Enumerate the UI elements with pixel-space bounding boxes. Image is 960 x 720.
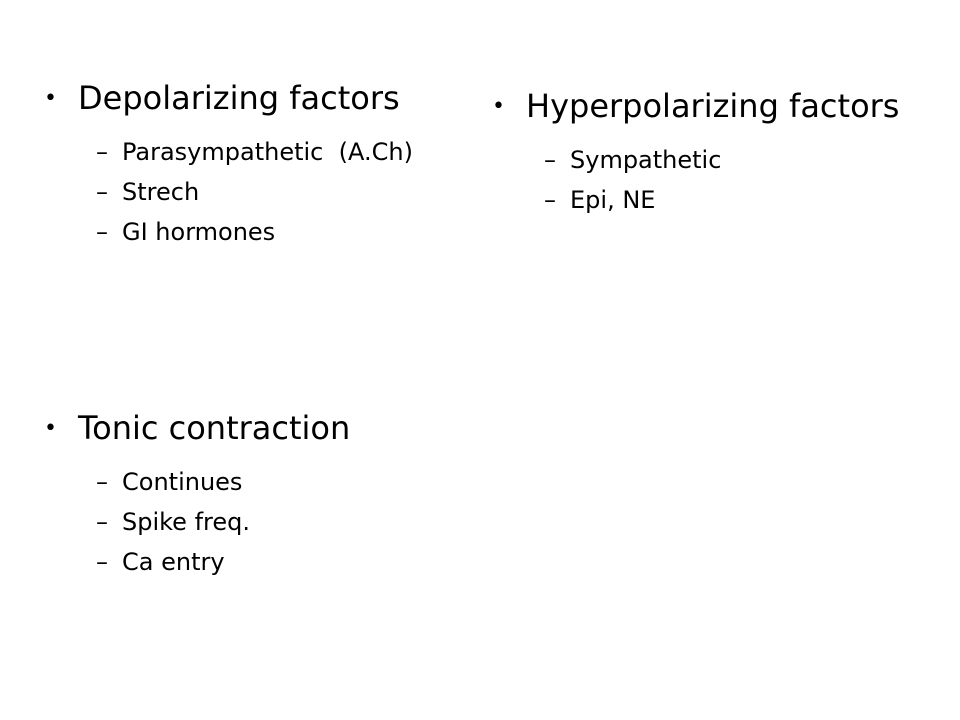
sub-item-text: Spike freq. [122,508,250,536]
sub-item [544,140,899,180]
dash-icon: – [544,146,556,174]
depolarizing-heading: Depolarizing factors [78,79,400,117]
sub-item-text: Ca entry [122,548,225,576]
dash-icon: – [96,218,108,246]
sub-item-text: Sympathetic [570,146,722,174]
bullet-item [44,78,413,118]
dash-icon: – [96,508,108,536]
hyperpolarizing-heading: Hyperpolarizing factors [526,87,900,125]
dash-icon: – [96,178,108,206]
sub-item [96,542,350,582]
dash-icon: – [96,548,108,576]
sub-item [96,212,413,252]
sub-item [96,502,350,542]
bullet-icon: • [44,416,57,441]
sub-item-text: Parasympathetic (A.Ch) [122,138,413,166]
sub-item-text: Epi, NE [570,186,656,214]
bullet-icon: • [492,94,505,119]
sub-item [96,462,350,502]
sub-list [44,132,413,252]
tonic-heading: Tonic contraction [78,409,351,447]
sub-item [96,132,413,172]
sub-item-text: Strech [122,178,200,206]
sub-item [96,172,413,212]
sub-list [44,462,350,582]
dash-icon: – [544,186,556,214]
sub-item [544,180,899,220]
sub-list [492,140,899,220]
bullet-icon: • [44,86,57,111]
hyperpolarizing-factors-section [492,86,899,220]
dash-icon: – [96,138,108,166]
sub-item-text: Continues [122,468,243,496]
tonic-contraction-section [44,408,350,582]
depolarizing-factors-section [44,78,413,252]
bullet-item [492,86,899,126]
dash-icon: – [96,468,108,496]
bullet-item [44,408,350,448]
sub-item-text: GI hormones [122,218,276,246]
